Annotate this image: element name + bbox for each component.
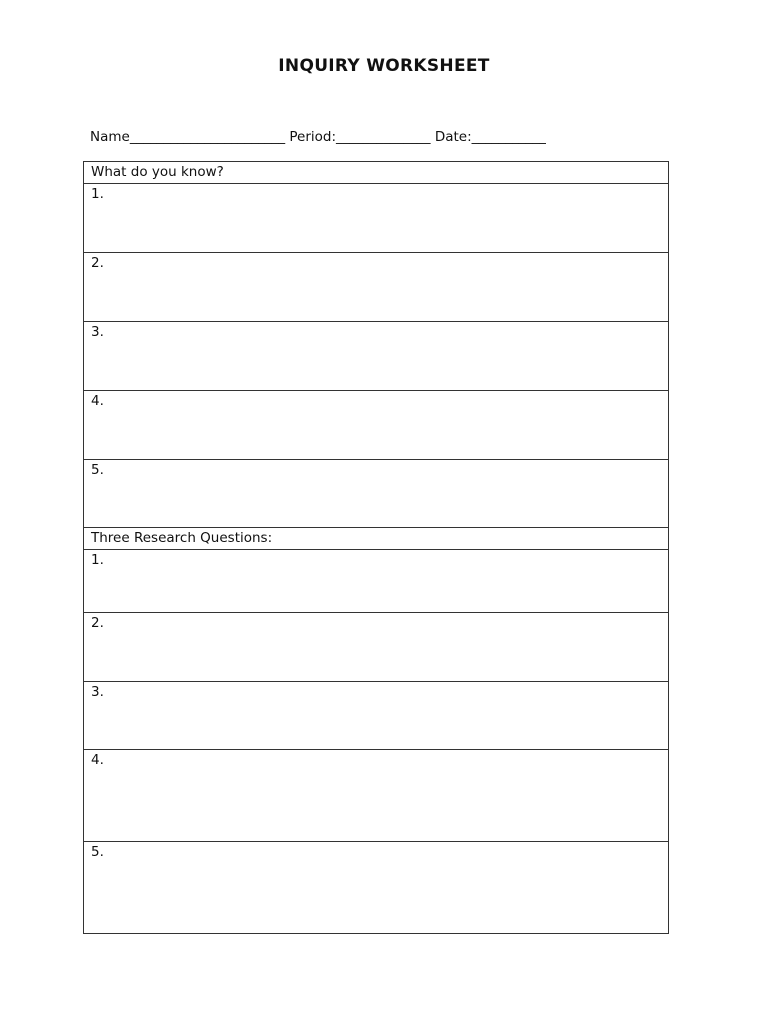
item-number: 3. [91, 324, 104, 340]
item-number: 2. [91, 615, 104, 631]
research-question-1[interactable] [84, 550, 668, 613]
worksheet-table [83, 161, 669, 934]
item-number: 1. [91, 552, 104, 568]
research-question-5[interactable] [84, 842, 668, 933]
research-question-2[interactable] [84, 613, 668, 682]
known-item-5[interactable] [84, 460, 668, 528]
section-heading-what-do-you-know: What do you know? [84, 162, 668, 184]
item-number: 2. [91, 255, 104, 271]
item-number: 5. [91, 462, 104, 478]
known-item-2[interactable] [84, 253, 668, 322]
research-question-4[interactable] [84, 750, 668, 842]
section-heading-research-questions: Three Research Questions: [84, 528, 668, 550]
worksheet-title: INQUIRY WORKSHEET [278, 56, 490, 76]
item-number: 4. [91, 393, 104, 409]
item-number: 3. [91, 684, 104, 700]
known-item-3[interactable] [84, 322, 668, 391]
item-number: 1. [91, 186, 104, 202]
name-field[interactable]: Name_______________________ [90, 129, 286, 145]
item-number: 5. [91, 844, 104, 860]
research-question-3[interactable] [84, 682, 668, 750]
student-info-line [90, 129, 672, 145]
period-field[interactable]: Period:______________ [289, 129, 431, 145]
date-field[interactable]: Date:___________ [434, 129, 546, 145]
known-item-4[interactable] [84, 391, 668, 460]
known-item-1[interactable] [84, 184, 668, 253]
item-number: 4. [91, 752, 104, 768]
